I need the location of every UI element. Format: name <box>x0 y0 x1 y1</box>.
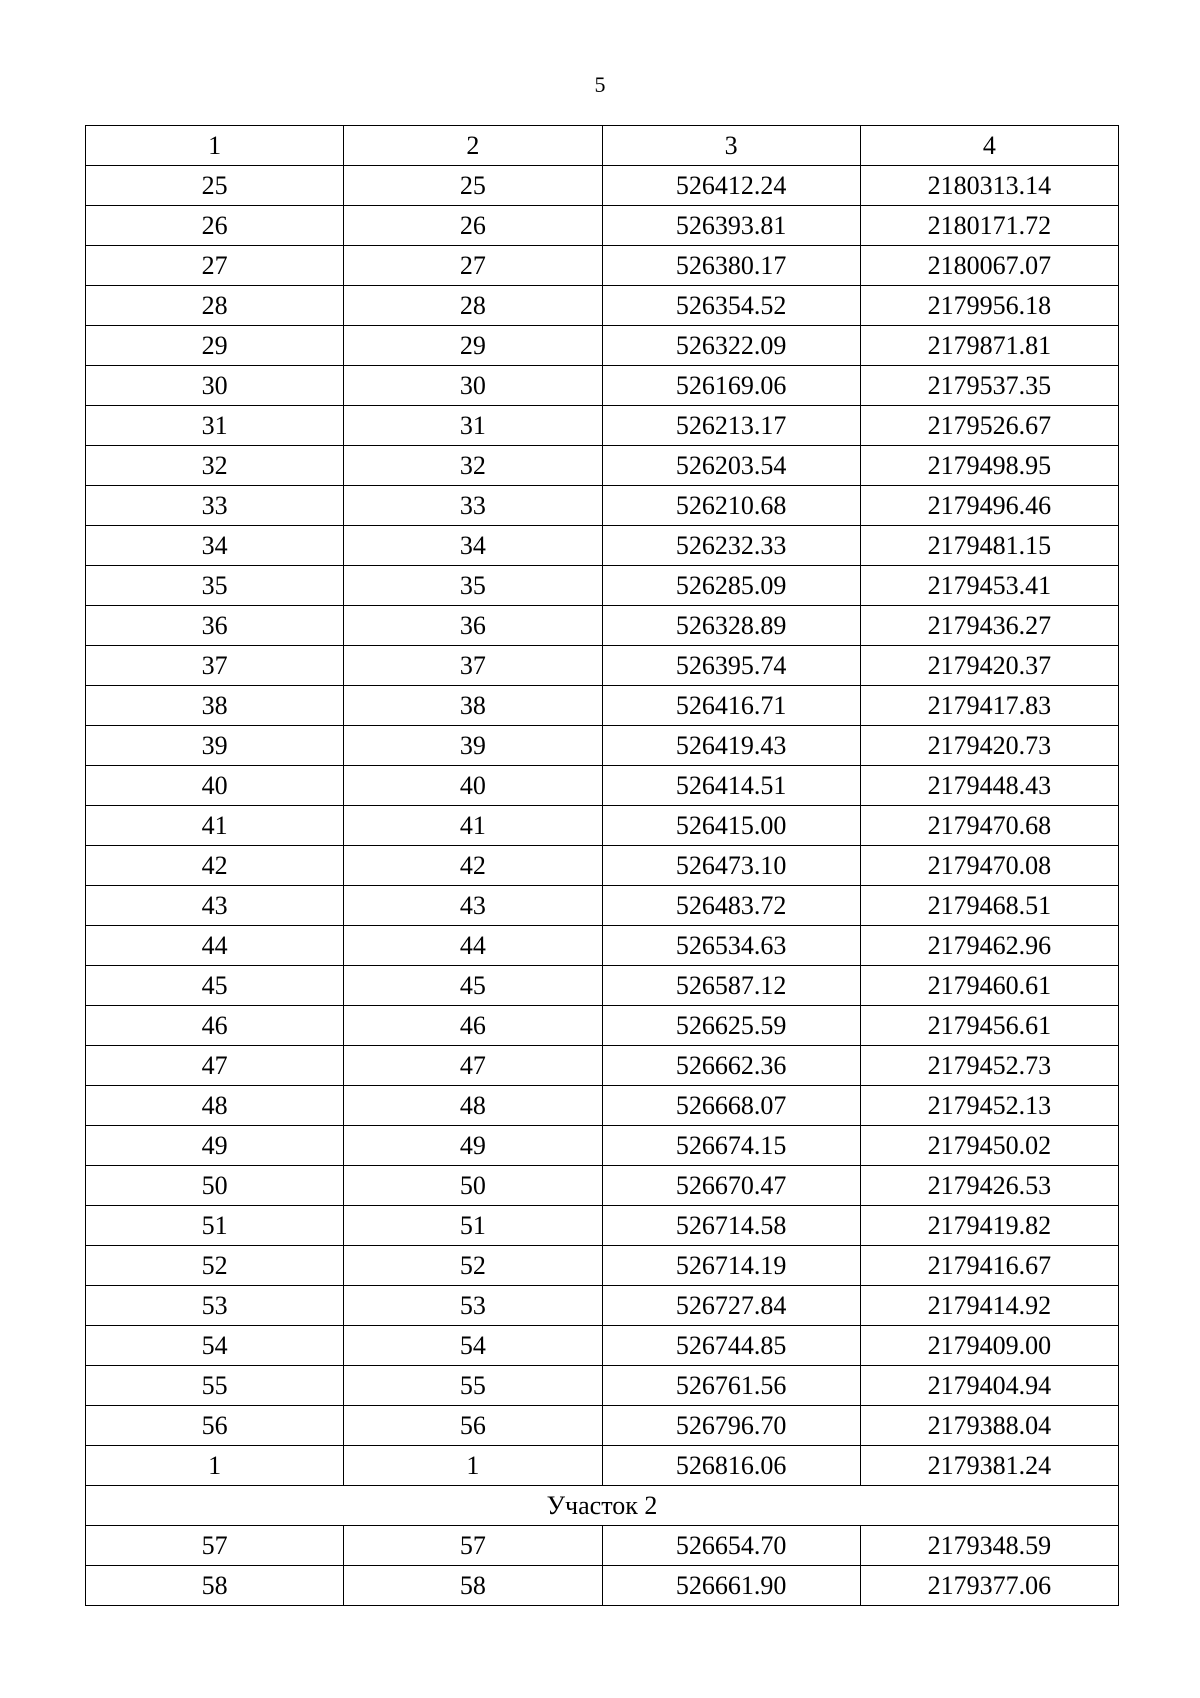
cell-coord-y: 2179416.67 <box>860 1246 1118 1286</box>
header-cell-col-4: 4 <box>860 126 1118 166</box>
table-row <box>86 646 1119 686</box>
cell-point-number: 50 <box>86 1166 344 1206</box>
table-row <box>86 806 1119 846</box>
cell-coord-y: 2179409.00 <box>860 1326 1118 1366</box>
table-row <box>86 1046 1119 1086</box>
cell-coord-x: 526213.17 <box>602 406 860 446</box>
cell-point-label: 33 <box>344 486 602 526</box>
page-number: 5 <box>594 72 606 97</box>
cell-point-number: 37 <box>86 646 344 686</box>
cell-point-number: 54 <box>86 1326 344 1366</box>
cell-coord-y: 2179456.61 <box>860 1006 1118 1046</box>
cell-coord-y: 2179470.68 <box>860 806 1118 846</box>
cell-coord-y: 2179470.08 <box>860 846 1118 886</box>
cell-point-label: 58 <box>344 1566 602 1606</box>
cell-coord-x: 526328.89 <box>602 606 860 646</box>
cell-coord-y: 2180171.72 <box>860 206 1118 246</box>
cell-point-number: 31 <box>86 406 344 446</box>
cell-coord-x: 526796.70 <box>602 1406 860 1446</box>
cell-point-number: 47 <box>86 1046 344 1086</box>
table-row <box>86 1566 1119 1606</box>
cell-coord-y: 2179448.43 <box>860 766 1118 806</box>
cell-point-label: 43 <box>344 886 602 926</box>
cell-point-label: 46 <box>344 1006 602 1046</box>
cell-coord-x: 526587.12 <box>602 966 860 1006</box>
cell-point-number: 36 <box>86 606 344 646</box>
coordinates-table <box>85 125 1119 1606</box>
cell-coord-y: 2179452.13 <box>860 1086 1118 1126</box>
table-row <box>86 486 1119 526</box>
cell-point-number: 55 <box>86 1366 344 1406</box>
table-row <box>86 1366 1119 1406</box>
cell-coord-x: 526727.84 <box>602 1286 860 1326</box>
cell-coord-x: 526662.36 <box>602 1046 860 1086</box>
table-row <box>86 1326 1119 1366</box>
table-row <box>86 1006 1119 1046</box>
cell-coord-y: 2179420.37 <box>860 646 1118 686</box>
cell-point-label: 37 <box>344 646 602 686</box>
cell-coord-y: 2179377.06 <box>860 1566 1118 1606</box>
table-row <box>86 446 1119 486</box>
cell-point-number: 57 <box>86 1526 344 1566</box>
cell-point-label: 54 <box>344 1326 602 1366</box>
cell-coord-y: 2179426.53 <box>860 1166 1118 1206</box>
cell-point-label: 26 <box>344 206 602 246</box>
table-row <box>86 1406 1119 1446</box>
cell-point-label: 39 <box>344 726 602 766</box>
cell-point-label: 25 <box>344 166 602 206</box>
section-row <box>86 1486 1119 1526</box>
cell-coord-x: 526816.06 <box>602 1446 860 1486</box>
cell-coord-y: 2179417.83 <box>860 686 1118 726</box>
cell-coord-x: 526761.56 <box>602 1366 860 1406</box>
cell-point-number: 48 <box>86 1086 344 1126</box>
cell-coord-y: 2179420.73 <box>860 726 1118 766</box>
cell-point-label: 29 <box>344 326 602 366</box>
cell-point-label: 44 <box>344 926 602 966</box>
cell-coord-x: 526203.54 <box>602 446 860 486</box>
cell-point-number: 35 <box>86 566 344 606</box>
cell-coord-x: 526714.58 <box>602 1206 860 1246</box>
table-row <box>86 1446 1119 1486</box>
cell-point-number: 32 <box>86 446 344 486</box>
cell-coord-x: 526654.70 <box>602 1526 860 1566</box>
table-row <box>86 206 1119 246</box>
cell-point-number: 43 <box>86 886 344 926</box>
cell-point-label: 40 <box>344 766 602 806</box>
cell-coord-y: 2179388.04 <box>860 1406 1118 1446</box>
cell-point-number: 52 <box>86 1246 344 1286</box>
cell-point-number: 49 <box>86 1126 344 1166</box>
cell-point-number: 27 <box>86 246 344 286</box>
cell-coord-x: 526744.85 <box>602 1326 860 1366</box>
cell-coord-y: 2179453.41 <box>860 566 1118 606</box>
cell-point-label: 56 <box>344 1406 602 1446</box>
cell-point-label: 27 <box>344 246 602 286</box>
cell-coord-x: 526483.72 <box>602 886 860 926</box>
cell-point-number: 38 <box>86 686 344 726</box>
cell-point-label: 34 <box>344 526 602 566</box>
header-cell-col-2: 2 <box>344 126 602 166</box>
table-row <box>86 606 1119 646</box>
table-row <box>86 566 1119 606</box>
cell-point-label: 36 <box>344 606 602 646</box>
cell-coord-y: 2179462.96 <box>860 926 1118 966</box>
table-row <box>86 326 1119 366</box>
cell-point-number: 56 <box>86 1406 344 1446</box>
cell-point-label: 30 <box>344 366 602 406</box>
cell-coord-x: 526416.71 <box>602 686 860 726</box>
cell-coord-x: 526714.19 <box>602 1246 860 1286</box>
cell-coord-x: 526661.90 <box>602 1566 860 1606</box>
cell-point-number: 40 <box>86 766 344 806</box>
cell-coord-x: 526285.09 <box>602 566 860 606</box>
cell-point-number: 34 <box>86 526 344 566</box>
cell-point-number: 51 <box>86 1206 344 1246</box>
cell-point-label: 32 <box>344 446 602 486</box>
cell-coord-y: 2179956.18 <box>860 286 1118 326</box>
cell-coord-x: 526415.00 <box>602 806 860 846</box>
table-row <box>86 1126 1119 1166</box>
cell-point-number: 58 <box>86 1566 344 1606</box>
cell-coord-y: 2179498.95 <box>860 446 1118 486</box>
table-row <box>86 766 1119 806</box>
cell-coord-y: 2179419.82 <box>860 1206 1118 1246</box>
table-row <box>86 686 1119 726</box>
cell-point-label: 35 <box>344 566 602 606</box>
cell-point-number: 44 <box>86 926 344 966</box>
table-row <box>86 926 1119 966</box>
cell-coord-x: 526414.51 <box>602 766 860 806</box>
cell-coord-x: 526380.17 <box>602 246 860 286</box>
cell-coord-y: 2179381.24 <box>860 1446 1118 1486</box>
cell-point-label: 28 <box>344 286 602 326</box>
cell-coord-y: 2179481.15 <box>860 526 1118 566</box>
cell-coord-y: 2179496.46 <box>860 486 1118 526</box>
table-row <box>86 366 1119 406</box>
cell-coord-x: 526625.59 <box>602 1006 860 1046</box>
table-row <box>86 846 1119 886</box>
cell-point-number: 33 <box>86 486 344 526</box>
cell-coord-x: 526354.52 <box>602 286 860 326</box>
cell-coord-y: 2179436.27 <box>860 606 1118 646</box>
table-row <box>86 1086 1119 1126</box>
table-header-row <box>86 126 1119 166</box>
cell-coord-x: 526419.43 <box>602 726 860 766</box>
table-row <box>86 966 1119 1006</box>
cell-coord-x: 526668.07 <box>602 1086 860 1126</box>
cell-coord-y: 2179871.81 <box>860 326 1118 366</box>
cell-coord-x: 526169.06 <box>602 366 860 406</box>
cell-point-number: 29 <box>86 326 344 366</box>
cell-point-number: 28 <box>86 286 344 326</box>
coordinates-table-body <box>86 126 1119 1606</box>
cell-coord-x: 526674.15 <box>602 1126 860 1166</box>
cell-point-label: 41 <box>344 806 602 846</box>
table-row <box>86 1166 1119 1206</box>
cell-coord-y: 2179526.67 <box>860 406 1118 446</box>
cell-coord-y: 2179414.92 <box>860 1286 1118 1326</box>
cell-coord-x: 526393.81 <box>602 206 860 246</box>
cell-coord-x: 526412.24 <box>602 166 860 206</box>
cell-point-label: 38 <box>344 686 602 726</box>
cell-point-label: 48 <box>344 1086 602 1126</box>
cell-point-number: 46 <box>86 1006 344 1046</box>
header-cell-col-3: 3 <box>602 126 860 166</box>
cell-point-number: 39 <box>86 726 344 766</box>
cell-point-label: 51 <box>344 1206 602 1246</box>
cell-point-label: 47 <box>344 1046 602 1086</box>
cell-coord-y: 2179348.59 <box>860 1526 1118 1566</box>
cell-coord-y: 2179452.73 <box>860 1046 1118 1086</box>
table-row <box>86 166 1119 206</box>
cell-coord-y: 2179450.02 <box>860 1126 1118 1166</box>
cell-coord-y: 2179460.61 <box>860 966 1118 1006</box>
cell-coord-x: 526210.68 <box>602 486 860 526</box>
table-row <box>86 1246 1119 1286</box>
table-row <box>86 406 1119 446</box>
table-row <box>86 246 1119 286</box>
cell-point-label: 1 <box>344 1446 602 1486</box>
cell-point-label: 45 <box>344 966 602 1006</box>
cell-point-label: 42 <box>344 846 602 886</box>
cell-coord-y: 2180313.14 <box>860 166 1118 206</box>
cell-coord-x: 526670.47 <box>602 1166 860 1206</box>
section-label: Участок 2 <box>86 1486 1119 1526</box>
cell-point-label: 52 <box>344 1246 602 1286</box>
table-row <box>86 1286 1119 1326</box>
table-row <box>86 526 1119 566</box>
cell-point-number: 41 <box>86 806 344 846</box>
cell-point-label: 49 <box>344 1126 602 1166</box>
table-row <box>86 1526 1119 1566</box>
cell-point-number: 25 <box>86 166 344 206</box>
table-row <box>86 886 1119 926</box>
cell-coord-x: 526473.10 <box>602 846 860 886</box>
cell-coord-y: 2179404.94 <box>860 1366 1118 1406</box>
cell-point-label: 53 <box>344 1286 602 1326</box>
cell-point-number: 1 <box>86 1446 344 1486</box>
cell-point-label: 55 <box>344 1366 602 1406</box>
header-cell-col-1: 1 <box>86 126 344 166</box>
cell-point-number: 53 <box>86 1286 344 1326</box>
cell-point-label: 50 <box>344 1166 602 1206</box>
cell-coord-x: 526395.74 <box>602 646 860 686</box>
cell-coord-x: 526322.09 <box>602 326 860 366</box>
table-row <box>86 286 1119 326</box>
cell-coord-y: 2179537.35 <box>860 366 1118 406</box>
cell-coord-y: 2180067.07 <box>860 246 1118 286</box>
cell-point-number: 45 <box>86 966 344 1006</box>
cell-point-number: 42 <box>86 846 344 886</box>
table-row <box>86 726 1119 766</box>
cell-coord-x: 526534.63 <box>602 926 860 966</box>
cell-point-number: 30 <box>86 366 344 406</box>
cell-point-number: 26 <box>86 206 344 246</box>
cell-coord-x: 526232.33 <box>602 526 860 566</box>
cell-point-label: 57 <box>344 1526 602 1566</box>
table-row <box>86 1206 1119 1246</box>
cell-coord-y: 2179468.51 <box>860 886 1118 926</box>
cell-point-label: 31 <box>344 406 602 446</box>
